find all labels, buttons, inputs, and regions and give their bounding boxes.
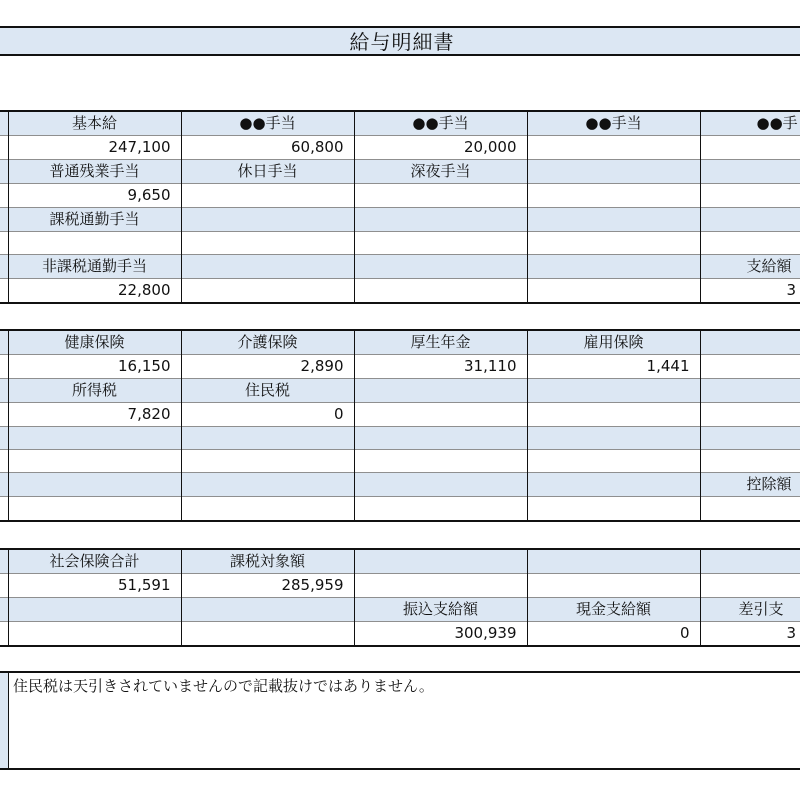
deductions-label-row (0, 331, 800, 355)
value-holiday[interactable] (181, 184, 354, 208)
label-empty (181, 427, 354, 450)
earnings-value-row (0, 184, 800, 208)
label-allowance-2: ●●手当 (354, 112, 527, 136)
label-empty (181, 598, 354, 622)
value-allowance-1[interactable]: 60,800 (181, 136, 354, 160)
value-employment-insurance[interactable]: 1,441 (527, 355, 700, 379)
label-empty (181, 255, 354, 279)
value-basic-pay[interactable]: 247,100 (8, 136, 181, 160)
value-empty[interactable] (8, 622, 181, 646)
title-bar (0, 26, 800, 56)
label-income-tax: 所得税 (8, 379, 181, 403)
earnings-label-row (0, 208, 800, 232)
value-empty[interactable] (354, 574, 527, 598)
label-empty (181, 208, 354, 232)
deductions-label-row (0, 427, 800, 450)
earnings-label-row (0, 112, 800, 136)
label-empty (8, 598, 181, 622)
value-empty[interactable] (181, 450, 354, 473)
value-empty[interactable] (181, 497, 354, 520)
gutter-cell (0, 450, 8, 473)
totals-value-row (0, 574, 800, 598)
gutter-cell (0, 574, 8, 598)
gutter-cell (0, 279, 8, 303)
value-empty[interactable] (700, 232, 800, 255)
value-empty[interactable] (181, 279, 354, 303)
value-empty[interactable] (700, 403, 800, 427)
value-empty[interactable] (354, 450, 527, 473)
remarks-gutter (0, 673, 9, 768)
value-empty[interactable] (354, 497, 527, 520)
value-income-tax[interactable]: 7,820 (8, 403, 181, 427)
value-overtime[interactable]: 9,650 (8, 184, 181, 208)
value-empty[interactable] (527, 184, 700, 208)
value-empty[interactable] (527, 232, 700, 255)
page-title: 給与明細書 (349, 30, 455, 54)
label-empty (354, 379, 527, 403)
label-holiday: 休日手当 (181, 160, 354, 184)
label-empty (354, 208, 527, 232)
deductions-value-row (0, 450, 800, 473)
value-empty[interactable] (527, 279, 700, 303)
label-empty (527, 208, 700, 232)
value-empty[interactable] (354, 403, 527, 427)
totals-label-row (0, 598, 800, 622)
gutter-cell (0, 331, 8, 355)
value-nontaxable-commute[interactable]: 22,800 (8, 279, 181, 303)
label-empty (700, 550, 800, 574)
deductions-label-row (0, 473, 800, 497)
value-pension[interactable]: 31,110 (354, 355, 527, 379)
gutter-cell (0, 255, 8, 279)
label-empty (527, 473, 700, 497)
value-empty[interactable] (700, 450, 800, 473)
gutter-cell (0, 379, 8, 403)
totals-value-row (0, 622, 800, 646)
value-empty[interactable] (527, 497, 700, 520)
value-allowance-4[interactable] (700, 136, 800, 160)
value-empty[interactable] (8, 450, 181, 473)
value-late-night[interactable] (354, 184, 527, 208)
value-total-deduction[interactable] (700, 497, 800, 520)
label-empty (354, 255, 527, 279)
label-total-deduction: 控除額 (700, 473, 800, 497)
gutter-cell (0, 208, 8, 232)
value-resident-tax[interactable]: 0 (181, 403, 354, 427)
totals-section (0, 548, 800, 647)
label-allowance-4: ●●手 (700, 112, 800, 136)
label-empty (527, 427, 700, 450)
label-empty (700, 208, 800, 232)
value-health-insurance[interactable]: 16,150 (8, 355, 181, 379)
value-empty[interactable] (700, 355, 800, 379)
deductions-value-row (0, 403, 800, 427)
gutter-cell (0, 622, 8, 646)
label-taxable-amount: 課税対象額 (181, 550, 354, 574)
gutter-cell (0, 497, 8, 520)
value-allowance-3[interactable] (527, 136, 700, 160)
earnings-value-row (0, 279, 800, 303)
remarks-box (0, 671, 800, 770)
value-social-insurance-total[interactable]: 51,591 (8, 574, 181, 598)
gutter-cell (0, 232, 8, 255)
remarks-text[interactable]: 住民税は天引きされていませんので記載抜けではありません。 (13, 677, 434, 695)
gutter-cell (0, 598, 8, 622)
label-empty (8, 473, 181, 497)
label-allowance-1: ●●手当 (181, 112, 354, 136)
label-empty (700, 379, 800, 403)
label-pension: 厚生年金 (354, 331, 527, 355)
label-empty (700, 160, 800, 184)
gutter-cell (0, 473, 8, 497)
label-empty (354, 550, 527, 574)
earnings-label-row (0, 160, 800, 184)
label-allowance-3: ●●手当 (527, 112, 700, 136)
deductions-label-row (0, 379, 800, 403)
value-empty[interactable] (527, 574, 700, 598)
value-bank-transfer[interactable]: 300,939 (354, 622, 527, 646)
earnings-value-row (0, 232, 800, 255)
value-taxable-commute[interactable] (8, 232, 181, 255)
label-empty (527, 255, 700, 279)
gutter-cell (0, 136, 8, 160)
value-allowance-2[interactable]: 20,000 (354, 136, 527, 160)
value-empty[interactable] (700, 574, 800, 598)
value-empty[interactable] (354, 232, 527, 255)
label-nontaxable-commute: 非課税通勤手当 (8, 255, 181, 279)
label-empty (354, 473, 527, 497)
value-care-insurance[interactable]: 2,890 (181, 355, 354, 379)
label-taxable-commute: 課税通勤手当 (8, 208, 181, 232)
value-cash-payment[interactable]: 0 (527, 622, 700, 646)
label-employment-insurance: 雇用保険 (527, 331, 700, 355)
value-empty[interactable] (527, 450, 700, 473)
value-empty[interactable] (700, 184, 800, 208)
deductions-table (0, 331, 800, 520)
label-empty (181, 473, 354, 497)
label-empty (700, 427, 800, 450)
label-health-insurance: 健康保険 (8, 331, 181, 355)
totals-table (0, 550, 800, 645)
gutter-cell (0, 427, 8, 450)
deductions-value-row (0, 497, 800, 520)
label-care-insurance: 介護保険 (181, 331, 354, 355)
deductions-section (0, 329, 800, 522)
gutter-cell (0, 160, 8, 184)
value-net-payment[interactable]: 3 (700, 622, 800, 646)
value-empty[interactable] (8, 497, 181, 520)
label-empty (8, 427, 181, 450)
label-empty (527, 550, 700, 574)
earnings-section (0, 110, 800, 304)
value-empty[interactable] (354, 279, 527, 303)
gutter-cell (0, 550, 8, 574)
label-empty (354, 427, 527, 450)
label-basic-pay: 基本給 (8, 112, 181, 136)
label-total-payment: 支給額 (700, 255, 800, 279)
label-empty (527, 160, 700, 184)
earnings-table (0, 112, 800, 302)
gutter-cell (0, 184, 8, 208)
label-empty (527, 379, 700, 403)
deductions-value-row (0, 355, 800, 379)
label-overtime: 普通残業手当 (8, 160, 181, 184)
label-cash-payment: 現金支給額 (527, 598, 700, 622)
gutter-cell (0, 112, 8, 136)
value-taxable-amount[interactable]: 285,959 (181, 574, 354, 598)
label-social-insurance-total: 社会保険合計 (8, 550, 181, 574)
label-empty (700, 331, 800, 355)
label-resident-tax: 住民税 (181, 379, 354, 403)
label-bank-transfer: 振込支給額 (354, 598, 527, 622)
label-late-night: 深夜手当 (354, 160, 527, 184)
gutter-cell (0, 355, 8, 379)
value-total-payment[interactable]: 3 (700, 279, 800, 303)
value-empty[interactable] (181, 622, 354, 646)
earnings-value-row (0, 136, 800, 160)
value-empty[interactable] (181, 232, 354, 255)
totals-label-row (0, 550, 800, 574)
value-empty[interactable] (527, 403, 700, 427)
earnings-label-row (0, 255, 800, 279)
gutter-cell (0, 403, 8, 427)
label-net-payment: 差引支 (700, 598, 800, 622)
